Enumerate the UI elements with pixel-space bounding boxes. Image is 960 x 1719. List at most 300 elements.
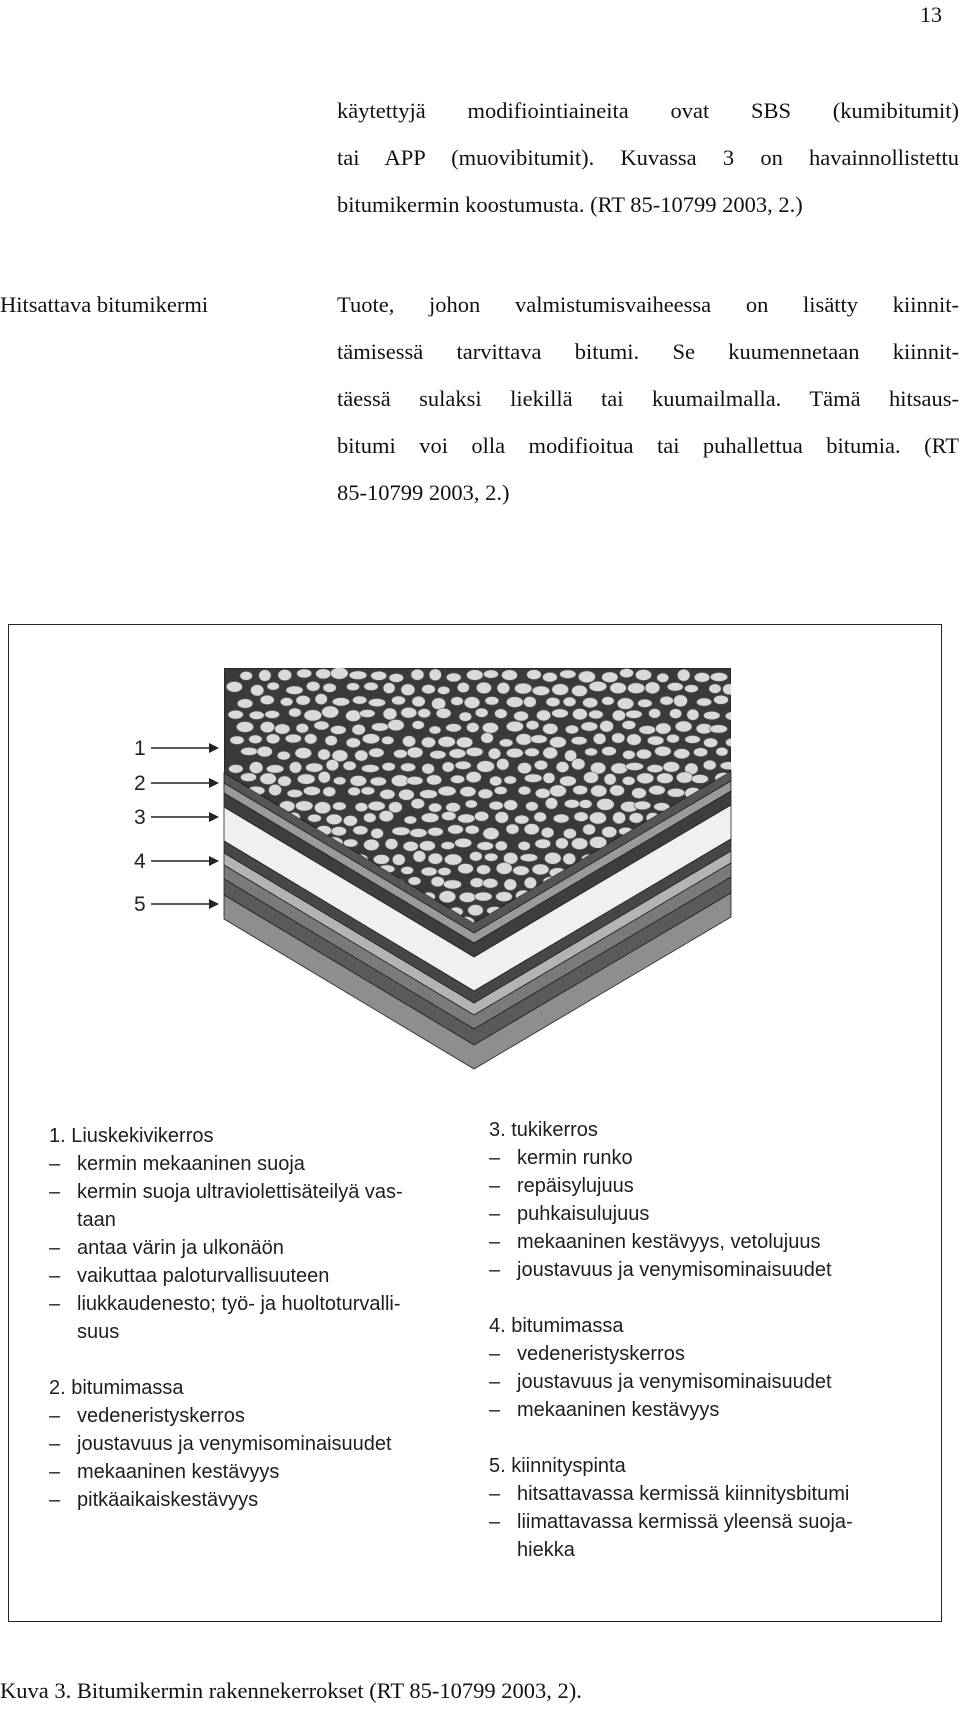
granule: [251, 685, 264, 696]
granule: [420, 790, 438, 799]
granule: [459, 712, 472, 721]
granule: [364, 682, 378, 690]
granule: [459, 892, 476, 902]
granule: [563, 828, 576, 838]
granule: [304, 734, 317, 744]
granule: [470, 878, 484, 888]
legend-item-text: hitsattavassa kermissä kiinnitysbitumi: [517, 1483, 850, 1505]
granule: [657, 673, 669, 682]
granule: [697, 698, 712, 706]
granule: [496, 892, 513, 902]
granule: [362, 734, 379, 744]
granule: [441, 842, 455, 850]
granule: [496, 862, 512, 874]
granule: [285, 734, 301, 743]
granule: [449, 749, 466, 759]
arrow-head-3: [209, 812, 219, 822]
granule: [428, 827, 444, 836]
granule: [513, 866, 529, 876]
granule: [326, 814, 342, 825]
granule: [318, 771, 330, 783]
granule: [346, 738, 360, 748]
granule: [687, 709, 699, 720]
granule: [286, 686, 303, 695]
definition-term: Hitsattava bitumikermi: [0, 292, 209, 317]
granule: [444, 854, 462, 865]
layer-number-1: 1: [134, 737, 146, 760]
granule: [622, 720, 636, 729]
granule: [710, 673, 727, 682]
dash-bullet: –: [489, 1483, 501, 1505]
granule: [495, 812, 509, 824]
granule: [331, 667, 349, 679]
dash-bullet: [49, 1206, 77, 1234]
page-number: 13: [920, 2, 942, 27]
granule: [591, 785, 607, 797]
granule: [656, 723, 671, 734]
legend-item-text: suus: [77, 1321, 120, 1343]
granule: [323, 683, 336, 692]
granule: [657, 773, 674, 784]
granule: [316, 669, 331, 679]
granule: [353, 826, 368, 835]
legend-item-text: kermin mekaaninen suoja: [77, 1153, 305, 1175]
granule: [408, 877, 421, 886]
granule: [532, 864, 549, 875]
granule: [546, 697, 560, 706]
granule: [483, 828, 499, 840]
dash-bullet: –: [489, 1511, 501, 1533]
granule: [667, 683, 683, 692]
granule: [432, 698, 446, 710]
legend-item-text: mekaaninen kestävyys, vetolujuus: [517, 1231, 821, 1253]
granule: [723, 684, 736, 695]
granule: [226, 681, 242, 692]
legend-item: [49, 1262, 469, 1290]
granule: [573, 785, 588, 794]
granule: [543, 723, 558, 734]
granule: [413, 851, 426, 863]
granule: [404, 816, 417, 824]
granule: [465, 825, 479, 834]
dash-bullet: –: [489, 1175, 501, 1197]
granule: [372, 723, 389, 731]
granule: [249, 711, 264, 719]
granule: [636, 749, 651, 759]
granule: [506, 697, 523, 708]
granule: [709, 684, 721, 694]
granule: [475, 892, 493, 901]
granule: [626, 763, 644, 771]
granule: [308, 814, 322, 822]
granule: [484, 670, 499, 678]
granule: [330, 725, 346, 734]
legend-item: [49, 1486, 469, 1514]
granule: [295, 748, 312, 759]
granule: [361, 765, 379, 773]
granule: [364, 839, 380, 850]
granule: [574, 812, 588, 822]
granule: [467, 670, 484, 681]
legend-item: [49, 1430, 469, 1458]
granule: [411, 799, 425, 809]
granule: [667, 788, 684, 797]
legend-item: [49, 1234, 469, 1262]
granule: [326, 759, 339, 770]
dash-bullet: –: [49, 1433, 61, 1455]
granule: [383, 683, 395, 694]
granule: [314, 721, 329, 730]
granule: [346, 710, 361, 722]
granule: [543, 672, 558, 682]
dash-bullet: –: [489, 1371, 501, 1393]
granule: [535, 839, 551, 849]
dash-bullet: –: [49, 1237, 61, 1259]
granule: [477, 842, 494, 851]
granule: [589, 812, 606, 824]
granule: [401, 684, 415, 696]
granule: [260, 722, 274, 733]
granule: [726, 738, 739, 747]
granule: [265, 710, 280, 718]
dash-bullet: –: [49, 1265, 61, 1287]
legend-item-text: repäisylujuus: [517, 1175, 634, 1197]
legend-item-text: joustavuus ja venymisominaisuudet: [517, 1259, 832, 1281]
text-line: tai APP (muovibitumit). Kuvassa 3 on havainnollistettu: [337, 145, 959, 170]
granule: [392, 696, 406, 705]
granule: [504, 879, 517, 891]
granule: [725, 712, 743, 721]
granule: [410, 828, 427, 837]
text-line: 85-10799 2003, 2.): [337, 480, 510, 505]
granule: [360, 709, 376, 717]
granule: [438, 867, 451, 875]
granule: [436, 708, 451, 718]
granule: [504, 776, 517, 784]
granule: [412, 721, 424, 730]
granule: [465, 800, 477, 808]
granule: [704, 711, 721, 719]
granule: [647, 765, 663, 773]
dash-bullet: –: [49, 1489, 61, 1511]
dash-bullet: –: [489, 1231, 501, 1253]
legend-right-column: [489, 1116, 909, 1564]
granule: [460, 787, 476, 797]
granule: [675, 721, 692, 732]
granule: [526, 802, 539, 811]
granule: [478, 789, 493, 799]
granule: [629, 813, 643, 823]
granule: [545, 798, 557, 810]
granule: [303, 786, 320, 795]
granule: [332, 698, 349, 706]
granule: [524, 697, 537, 708]
granule: [617, 698, 634, 710]
granule: [422, 763, 435, 774]
granule: [241, 747, 258, 755]
legend-item-text: liimattavassa kermissä yleensä suoja-: [517, 1511, 853, 1533]
granule: [485, 853, 498, 861]
granule: [638, 699, 653, 707]
granule: [325, 735, 337, 745]
granule: [578, 671, 595, 683]
granule: [457, 682, 469, 692]
granule: [333, 802, 347, 810]
legend-item: [489, 1340, 909, 1368]
granule: [515, 683, 532, 694]
granule: [489, 801, 503, 810]
granule: [442, 811, 457, 820]
legend-item: [489, 1396, 909, 1424]
granule: [353, 696, 367, 704]
granule: [612, 733, 625, 743]
granule: [514, 711, 529, 721]
granule: [389, 673, 404, 682]
granule: [602, 672, 618, 683]
granule: [257, 746, 272, 757]
granule: [613, 812, 626, 824]
granule: [240, 671, 253, 680]
layer-number-5: 5: [134, 893, 146, 916]
granule: [456, 737, 472, 748]
dash-bullet: –: [49, 1293, 61, 1315]
granule: [550, 737, 567, 748]
legend-left-column: [49, 1122, 469, 1514]
granule: [361, 787, 375, 795]
granule: [704, 738, 718, 748]
legend-item-text: liukkaudenesto; työ- ja huoltoturvalli-: [77, 1293, 401, 1315]
granule: [470, 852, 483, 862]
granule: [620, 668, 634, 677]
granule: [677, 669, 690, 681]
legend-item-text: kermin runko: [517, 1147, 633, 1169]
granule: [573, 709, 588, 720]
granule: [541, 827, 554, 838]
granule: [589, 710, 604, 719]
arrow-head-1: [209, 743, 219, 753]
legend-item-text: joustavuus ja venymisominaisuudet: [77, 1433, 392, 1455]
legend-item: [489, 1536, 909, 1564]
granule: [475, 811, 489, 821]
granule: [280, 698, 293, 707]
legend-item: [49, 1150, 469, 1178]
granule: [370, 777, 386, 786]
granule: [545, 852, 562, 864]
granule: [236, 722, 253, 733]
legend-item: [489, 1144, 909, 1172]
granule: [532, 686, 549, 696]
granule: [382, 736, 394, 744]
granule: [438, 786, 456, 796]
granule: [597, 799, 615, 811]
granule: [371, 671, 387, 680]
dash-bullet: [489, 1536, 517, 1564]
granule: [368, 801, 385, 811]
granule: [518, 841, 530, 850]
granule: [593, 733, 606, 744]
granule: [249, 762, 263, 774]
dash-bullet: –: [49, 1405, 61, 1427]
legend-item-text: hiekka: [517, 1539, 575, 1561]
granule: [499, 739, 513, 747]
granule: [560, 670, 576, 679]
granule: [565, 725, 578, 734]
granule: [612, 710, 625, 721]
granule: [421, 867, 437, 876]
legend-item-text: antaa värin ja ulkonäön: [77, 1237, 284, 1259]
granule: [297, 774, 315, 784]
granule: [622, 776, 635, 785]
legend-item: [49, 1290, 469, 1318]
granule: [483, 878, 498, 888]
granule: [446, 673, 461, 682]
granule: [563, 853, 576, 865]
granule: [649, 785, 666, 795]
granule: [429, 726, 441, 734]
granule: [504, 800, 518, 811]
granule: [583, 824, 596, 835]
granule: [392, 827, 410, 836]
figure-frame: [8, 624, 942, 1622]
granule: [703, 760, 716, 770]
membrane-layer-illustration: [9, 625, 941, 1105]
granule: [446, 724, 462, 732]
granule: [604, 774, 616, 785]
granule: [710, 725, 728, 733]
granule: [314, 802, 330, 814]
granule: [229, 764, 244, 773]
granule: [266, 765, 283, 773]
granule: [552, 709, 569, 718]
granule: [506, 748, 523, 758]
granule: [527, 670, 542, 680]
granule: [347, 683, 360, 691]
granule: [495, 709, 508, 719]
legend-item-text: puhkaisulujuus: [517, 1203, 650, 1225]
granule: [464, 697, 480, 709]
granule: [451, 697, 464, 706]
granule: [674, 695, 688, 707]
granule: [610, 785, 625, 796]
granule: [368, 699, 385, 707]
granule: [466, 747, 483, 756]
granule: [610, 682, 627, 693]
granule: [520, 854, 538, 862]
granule: [458, 863, 474, 873]
granule: [714, 695, 729, 704]
legend-item: [489, 1256, 909, 1284]
legend-heading: 1. Liuskekivikerros: [49, 1125, 214, 1147]
legend-item-text: joustavuus ja venymisominaisuudet: [517, 1371, 832, 1393]
granule: [331, 827, 346, 836]
granule: [645, 682, 660, 694]
granule: [419, 841, 435, 851]
granule: [572, 685, 588, 696]
figure-caption: Kuva 3. Bitumikermin rakennekerrokset (RT 85-10799 2003, 2).: [0, 1678, 582, 1703]
granule: [259, 670, 271, 682]
legend-item-text: vedeneristyskerros: [517, 1343, 685, 1365]
granule: [439, 891, 456, 903]
text-line: bitumi voi olla modifioitua tai puhallettua bitumia. (RT: [337, 433, 959, 458]
granule: [632, 788, 647, 799]
granule: [585, 748, 598, 756]
granule: [535, 788, 550, 798]
legend-item: [49, 1318, 469, 1346]
granule: [495, 841, 507, 851]
granule: [373, 855, 389, 865]
granule: [442, 762, 454, 772]
granule: [438, 736, 455, 747]
legend-item: [49, 1178, 469, 1206]
granule: [639, 726, 656, 735]
granule: [647, 736, 664, 745]
granule: [355, 803, 368, 812]
granule: [269, 784, 282, 795]
granule: [466, 772, 481, 783]
granule: [524, 824, 539, 835]
granule: [550, 785, 567, 797]
text-line: käytettyjä modifiointiaineita ovat SBS (kumibitumit): [337, 98, 959, 123]
granule: [611, 763, 628, 774]
granule: [401, 763, 416, 772]
legend-item-text: mekaaninen kestävyys: [77, 1461, 280, 1483]
granule: [676, 772, 693, 783]
legend-item: [489, 1508, 909, 1536]
layer-number-4: 4: [134, 850, 146, 873]
granule: [524, 774, 542, 783]
granule: [343, 839, 357, 847]
granule: [467, 722, 480, 732]
granule: [230, 736, 244, 745]
granule: [458, 814, 475, 823]
granule: [401, 707, 417, 718]
granule: [350, 776, 367, 787]
granule: [477, 865, 491, 875]
granule: [421, 813, 439, 823]
granule: [534, 812, 547, 822]
text-line: täessä sulaksi liekillä tai kuumailmalla. Tämä hitsaus-: [337, 386, 959, 411]
granule: [517, 763, 531, 774]
granule: [322, 706, 339, 718]
granule: [481, 733, 494, 744]
granule: [502, 670, 518, 681]
dash-bullet: –: [49, 1461, 61, 1483]
granule: [524, 877, 536, 889]
granule: [429, 669, 441, 681]
granule: [685, 735, 701, 743]
granule: [506, 721, 523, 732]
legend-item-text: vedeneristyskerros: [77, 1405, 245, 1427]
granule: [287, 789, 303, 797]
granule: [589, 681, 607, 691]
granule: [649, 709, 661, 719]
granule: [412, 696, 425, 707]
granule: [506, 824, 519, 834]
granule: [275, 724, 290, 734]
text-line: tämisessä tarvittava bitumi. Se kuumennetaan kiinnit-: [337, 339, 959, 364]
granule: [670, 709, 682, 719]
granule: [660, 696, 673, 705]
granule: [628, 683, 645, 694]
granule: [306, 681, 320, 691]
granule: [515, 815, 529, 824]
granule: [241, 773, 257, 782]
granule: [537, 710, 551, 721]
granule: [323, 787, 336, 797]
granule: [430, 750, 446, 759]
granule: [563, 697, 576, 707]
granule: [602, 697, 615, 706]
